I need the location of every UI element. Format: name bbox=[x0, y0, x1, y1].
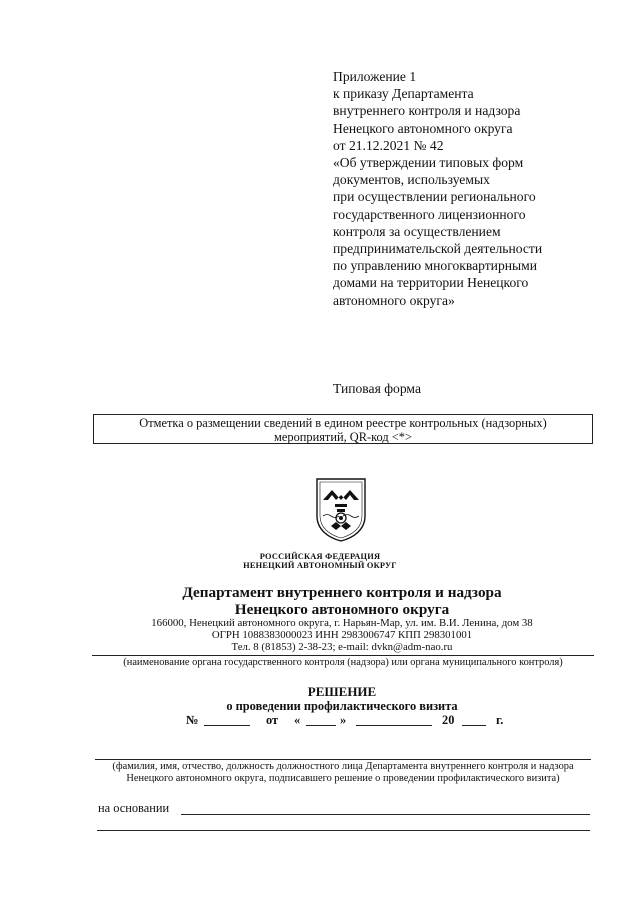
appendix-line: документов, используемых bbox=[333, 172, 490, 188]
appendix-line: по управлению многоквартирными bbox=[333, 258, 538, 274]
basis-line-1[interactable] bbox=[181, 814, 590, 815]
appendix-line: предпринимательской деятельности bbox=[333, 241, 543, 257]
appendix-line: государственного лицензионного bbox=[333, 206, 526, 222]
appendix-line: Приложение 1 bbox=[333, 69, 417, 84]
official-caption-line2: Ненецкого автономного округа, подписавшего решение о проведении профилактического визита) bbox=[126, 773, 560, 784]
basis-line-2[interactable] bbox=[97, 830, 590, 831]
qr-box-line: мероприятий, QR-код <*> bbox=[274, 430, 412, 444]
year-blank[interactable] bbox=[462, 725, 486, 726]
coat-of-arms-icon bbox=[313, 476, 369, 542]
number-blank[interactable] bbox=[204, 725, 250, 726]
qr-code-box bbox=[93, 414, 593, 444]
appendix-line: от 21.12.2021 № 42 bbox=[333, 137, 444, 153]
region-label: НЕНЕЦКИЙ АВТОНОМНЫЙ ОКРУГ bbox=[243, 561, 397, 570]
decision-number-row bbox=[180, 713, 520, 731]
header-divider bbox=[92, 655, 594, 656]
qr-box-line: Отметка о размещении сведений в едином реестре контрольных (надзорных) bbox=[139, 416, 547, 430]
decision-subtitle: о проведении профилактического визита bbox=[226, 699, 458, 713]
department-title-line2: Ненецкого автономного округа bbox=[234, 601, 450, 618]
year-suffix: г. bbox=[496, 713, 504, 727]
org-caption: (наименование органа государственного контроля (надзора) или органа муниципального контроля) bbox=[123, 657, 563, 668]
department-address: 166000, Ненецкий автономного округа, г. Нарьян-Мар, ул. им. В.И. Ленина, дом 38 bbox=[151, 617, 533, 629]
day-quote-open: « bbox=[294, 713, 301, 727]
decision-title: РЕШЕНИЕ bbox=[307, 684, 377, 699]
day-quote-close: » bbox=[340, 713, 347, 727]
appendix-line: «Об утверждении типовых форм bbox=[333, 155, 524, 171]
day-blank[interactable] bbox=[306, 725, 336, 726]
department-contacts: Тел. 8 (81853) 2-38-23; e-mail: dvkn@adm-nao.ru bbox=[231, 641, 453, 653]
appendix-line: при осуществлении регионального bbox=[333, 189, 536, 205]
appendix-line: автономного округа» bbox=[333, 292, 455, 308]
month-blank[interactable] bbox=[356, 725, 432, 726]
from-label: от bbox=[266, 713, 279, 727]
basis-label: на основании bbox=[98, 801, 170, 815]
appendix-line: контроля за осуществлением bbox=[333, 223, 501, 239]
typical-form-label: Типовая форма bbox=[333, 381, 421, 396]
appendix-line: домами на территории Ненецкого bbox=[333, 275, 529, 291]
appendix-line: внутреннего контроля и надзора bbox=[333, 103, 521, 119]
department-title-line1: Департамент внутреннего контроля и надзора bbox=[182, 584, 502, 601]
appendix-line: Ненецкого автономного округа bbox=[333, 120, 513, 136]
appendix-line: к приказу Департамента bbox=[333, 86, 474, 102]
official-caption-line1: (фамилия, имя, отчество, должность должностного лица Департамента внутреннего контроля и надзора bbox=[112, 761, 574, 772]
department-ogrn: ОГРН 1088383000023 ИНН 2983006747 КПП 298301001 bbox=[211, 629, 473, 641]
number-label: № bbox=[186, 713, 199, 727]
country-label: РОССИЙСКАЯ ФЕДЕРАЦИЯ bbox=[259, 552, 381, 561]
year-prefix: 20 bbox=[442, 713, 455, 727]
official-name-line[interactable] bbox=[95, 759, 591, 760]
appendix-header bbox=[333, 68, 628, 309]
